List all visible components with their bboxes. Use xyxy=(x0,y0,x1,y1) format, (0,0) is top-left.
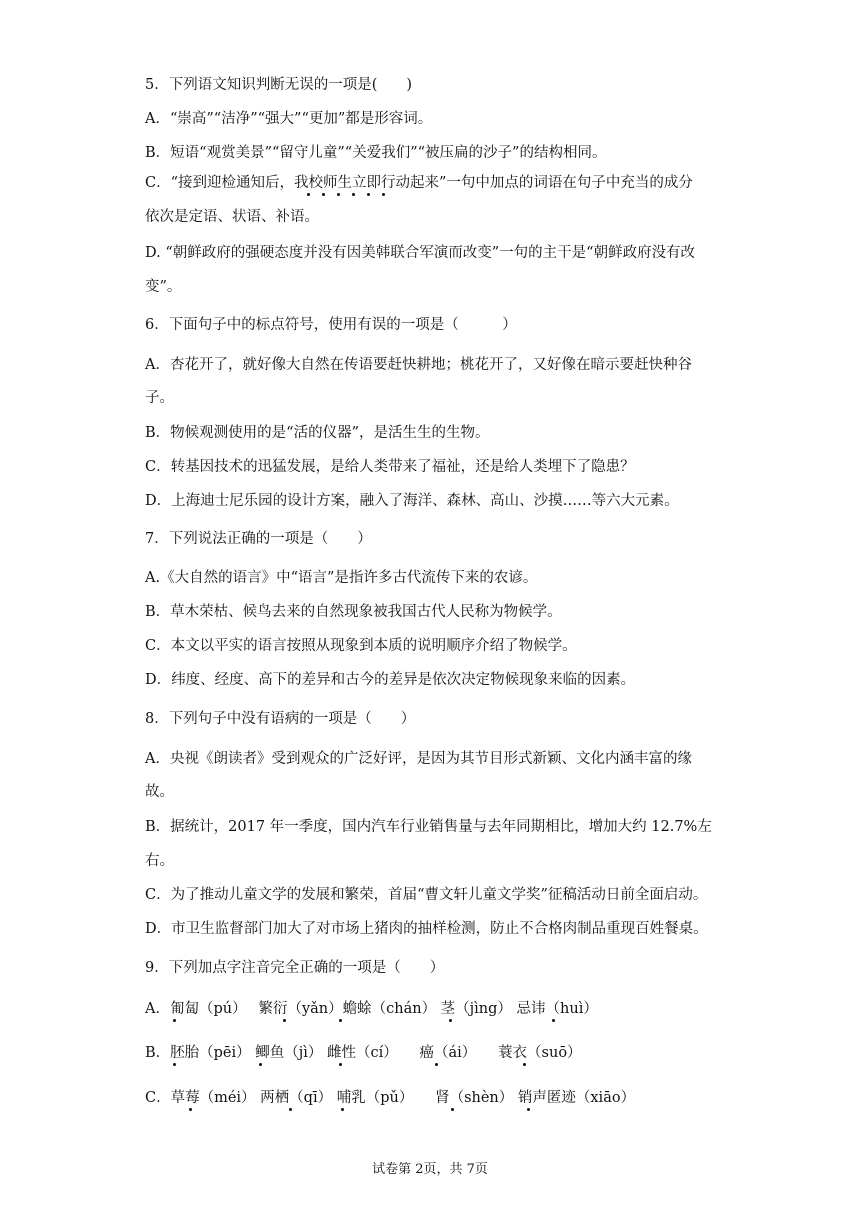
q6-option-a-cont: 子。 xyxy=(145,390,174,406)
page-footer: 试卷第 2页，共 7页 xyxy=(372,1162,488,1177)
q7-option-a: A.《大自然的语言》中“语言”是指许多古代流传下来的农谚。 xyxy=(145,570,538,586)
q8-option-a: A．央视《朗读者》受到观众的广泛好评，是因为其节目形式新颖、文化内涵丰富的缘 xyxy=(145,751,692,767)
q9-option-b: B．胚胎（pēi） 鲫鱼（jì） 雌性（cí） 癌（ái） 蓑衣（suō） xyxy=(145,1045,582,1061)
emphasis-dots xyxy=(145,1019,845,1025)
q7-option-d: D．纬度、经度、高下的差异和古今的差异是依次决定物候现象来临的因素。 xyxy=(145,672,636,688)
q8-option-c: C．为了推动儿童文学的发展和繁荣，首届“曹文轩儿童文学奖”征稿活动日前全面启动。 xyxy=(145,887,708,903)
q5-option-b: B．短语“观赏美景”“留守儿童”“关爱我们”“被压扁的沙子”的结构相同。 xyxy=(145,145,607,161)
q6-option-a: A．杏花开了，就好像大自然在传语要赶快耕地；桃花开了，又好像在暗示要赶快种谷 xyxy=(145,357,692,373)
q8-option-d: D．市卫生监督部门加大了对市场上猪肉的抽样检测，防止不合格肉制品重现百姓餐桌。 xyxy=(145,921,708,937)
q5-stem: 5．下列语文知识判断无误的一项是( ) xyxy=(145,77,413,93)
q7-stem: 7．下列说法正确的一项是（ ） xyxy=(145,531,372,547)
q5-option-a: A．“崇高”“洁净”“强大”“更加”都是形容词。 xyxy=(145,111,433,127)
q9-option-c: C．草莓（méi） 两栖（qī） 哺乳（pǔ） 肾（shèn） 销声匿迹（xiāo） xyxy=(145,1090,636,1106)
q8-stem: 8．下列句子中没有语病的一项是（ ） xyxy=(145,711,416,727)
emphasis-dots xyxy=(145,1108,845,1114)
q5-option-d-cont: 变”。 xyxy=(145,279,182,295)
q5-option-c-cont: 依次是定语、状语、补语。 xyxy=(145,209,319,225)
q9-option-a: A．匍匐（pú） 繁衍（yǎn）蟾蜍（chán） 茎（jìng） 忌讳（huì） xyxy=(145,1001,598,1017)
q6-option-c: C．转基因技术的迅猛发展，是给人类带来了福祉，还是给人类埋下了隐患？ xyxy=(145,459,635,475)
q6-option-d: D．上海迪士尼乐园的设计方案，融入了海洋、森林、高山、沙摸……等六大元素。 xyxy=(145,493,679,509)
q6-stem: 6．下面句子中的标点符号，使用有误的一项是（ ） xyxy=(145,317,517,333)
q8-option-a-cont: 故。 xyxy=(145,784,174,800)
q9-stem: 9．下列加点字注音完全正确的一项是（ ） xyxy=(145,960,445,976)
q5-option-d: D. “朝鲜政府的强硬态度并没有因美韩联合军演而改变”一句的主干是“朝鲜政府没有改 xyxy=(145,245,696,261)
q7-option-c: C．本文以平实的语言按照从现象到本质的说明顺序介绍了物候学。 xyxy=(145,638,577,654)
q6-option-b: B．物候观测使用的是“活的仪器”，是活生生的生物。 xyxy=(145,425,490,441)
q5-option-c: C．“接到迎检通知后，我校师生立即行动起来”一句中加点的词语在句子中充当的成分 xyxy=(145,175,693,191)
q8-option-b: B．据统计，2017 年一季度，国内汽车行业销售量与去年同期相比，增加大约 12.7%左 xyxy=(145,819,712,835)
emphasis-dots xyxy=(145,1063,845,1069)
q8-option-b-cont: 右。 xyxy=(145,853,174,869)
q7-option-b: B．草木荣枯、候鸟去来的自然现象被我国古代人民称为物候学。 xyxy=(145,604,562,620)
emphasis-dots xyxy=(145,193,845,199)
